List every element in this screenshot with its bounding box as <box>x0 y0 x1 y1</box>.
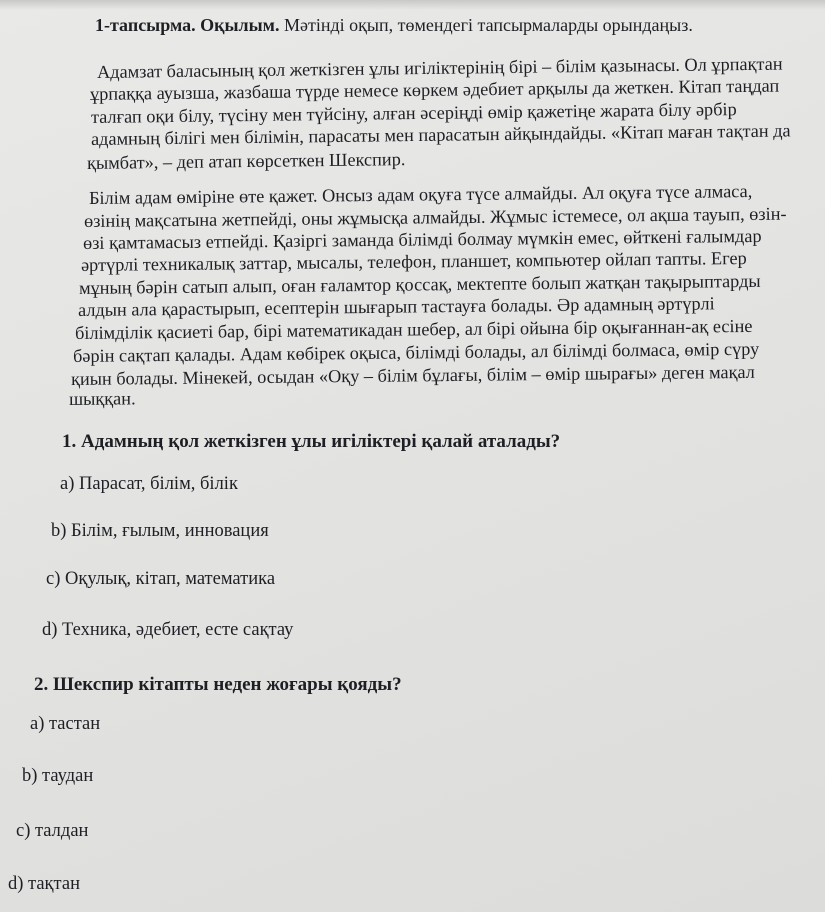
question2-option-c[interactable]: c) талдан <box>16 821 89 841</box>
question2-option-b[interactable]: b) таудан <box>22 766 94 786</box>
paragraph2-line: білімділік қасиеті бар, бірі математикадан шебер, ал бірі ойына бір оқығаннан-ақ есіне <box>74 315 753 343</box>
paragraph2-line: бәрін сақтап қалады. Адам көбірек оқыса, білімді болады, ал білімді болмаса, өмір сүру <box>72 338 760 366</box>
paragraph1-line: қымбат», – деп атап көрсеткен Шекспир. <box>86 149 406 173</box>
paragraph1-line: ұрпаққа ауызша, жазбаша түрде немесе көркем әдебиет арқылы да жеткен. Кітап таңдап <box>89 75 780 104</box>
question1-text: 1. Адамның қол жеткізген ұлы игіліктері қалай аталады? <box>62 431 561 452</box>
question1-option-a[interactable]: a) Парасат, білім, білік <box>60 474 238 494</box>
paragraph2-line: өзі қамтамасыз етпейді. Қазіргі заманда білімді болмау мүмкін емес, өйткені ғалымдар <box>82 225 762 253</box>
question2-option-a[interactable]: a) тастан <box>30 714 101 734</box>
question1-option-c[interactable]: c) Оқулық, кітап, математика <box>46 569 276 589</box>
paragraph1-line: талғап оқи білу, түсіну мен түйсіну, алған әсеріңді өмір қажетіңе жарата білу әрбір <box>90 99 737 127</box>
paragraph1-line: адамның білігі мен білімін, парасаты мен парасатын айқындайды. «Кітап маған тақтан да <box>90 120 791 149</box>
question2-option-d[interactable]: d) тақтан <box>8 874 80 894</box>
page-top-shadow <box>0 0 825 10</box>
task-header <box>95 14 693 36</box>
paragraph2-line: өзінің мақсатына жетпейді, оны жұмысқа алмайды. Жұмыс істемесе, ол ақша тауып, өзін- <box>83 203 787 231</box>
paragraph2-line: қиын болады. Мінекей, осыдан «Оқу – білім бұлағы, білім – өмір шырағы» деген мақал <box>70 361 755 389</box>
question1-option-b[interactable]: b) Білім, ғылым, инновация <box>51 521 269 541</box>
paragraph2-line: әртүрлі техникалық заттар, мысалы, телефон, планшет, компьютер ойлап тапты. Егер <box>80 248 747 275</box>
question1-option-d[interactable]: d) Техника, әдебиет, есте сақтау <box>42 620 294 640</box>
paragraph2-line: мұның бәрін сатып алып, оған ғаламтор қоссақ, мектепте болып жатқан тақырыптарды <box>78 270 761 298</box>
task-label: 1-тапсырма. Оқылым. <box>95 15 280 35</box>
paragraph2-line: Білім адам өміріне өте қажет. Онсыз адам оқуға түсе алмайды. Ал оқуға түсе алмаса, <box>88 181 753 208</box>
question2-text: 2. Шекспир кітапты неден жоғары қояды? <box>34 674 402 695</box>
paragraph1-line: Адамзат баласының қол жеткізген ұлы игіліктерінің бірі – білім қазынасы. Ол ұрпақтан <box>96 53 783 82</box>
task-instruction: Мәтінді оқып, төмендегі тапсырмаларды орындаңыз. <box>283 15 693 35</box>
paragraph2-line: алдын ала қарастырып, есептерін шығарып тастауға болады. Әр адамның әртүрлі <box>77 293 715 320</box>
paragraph2-line: шыққан. <box>68 388 136 409</box>
